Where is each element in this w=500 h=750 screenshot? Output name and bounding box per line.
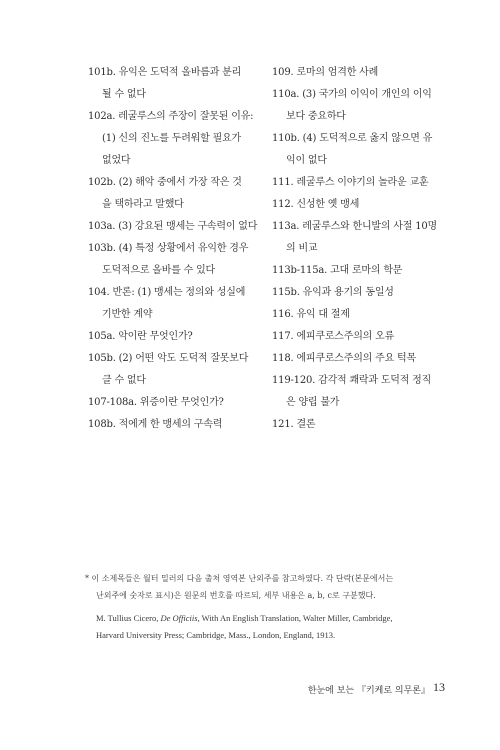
toc-entry: 은 양립 불가 — [286, 397, 340, 408]
footnote-reference-line: Harvard University Press; Cambridge, Mass., London, England, 1913. — [96, 630, 336, 640]
toc-entry: 119-120. 감각적 쾌락과 도덕적 정직 — [272, 375, 432, 386]
toc-entry: 103a. (3) 강요된 맹세는 구속력이 없다 — [88, 221, 258, 232]
toc-entry: 102b. (2) 해악 중에서 가장 작은 것 — [88, 177, 242, 188]
toc-entry: 105a. 악이란 무엇인가? — [88, 331, 193, 342]
reference-title: De Officiis — [160, 613, 198, 623]
reference-details: , With An English Translation, Walter Miller, Cambridge, — [197, 613, 393, 623]
toc-entry: 113a. 레굴루스와 한니발의 사절 10명 — [272, 221, 437, 232]
toc-entry: 도덕적으로 올바를 수 있다 — [102, 265, 215, 276]
toc-entry: 클 수 없다 — [102, 375, 146, 386]
running-head: 한눈에 보는 『키케로 의무론』 — [307, 686, 430, 696]
footnote — [85, 570, 445, 644]
toc-entry: 121. 결론 — [272, 419, 316, 430]
toc-entry: 118. 에피쿠로스주의의 주요 턱목 — [272, 353, 416, 364]
toc-entry: 110b. (4) 도덕적으로 옳지 않으면 유 — [272, 133, 433, 144]
toc-entry: 116. 유익 대 절제 — [272, 309, 350, 320]
footnote-reference — [85, 610, 445, 627]
toc-entry: 을 택하라고 말했다 — [102, 199, 184, 210]
toc-entry: 112. 신성한 옛 맹세 — [272, 199, 360, 210]
footnote-line: * 이 소제목들은 월터 밀러의 다음 출처 영역본 난외주를 참고하였다. 각 단락(본문에서는 — [85, 574, 394, 583]
toc-entry: 115b. 유익과 용기의 동일성 — [272, 287, 394, 298]
toc-entry: 107-108a. 위증이란 무엇인가? — [88, 397, 224, 408]
page-number: 13 — [433, 680, 445, 694]
toc-entry: 108b. 적에게 한 맹세의 구속력 — [88, 419, 223, 430]
toc-entry: 101b. 유익은 도덕적 올바름과 분리 — [88, 67, 242, 78]
toc-entry: 109. 로마의 엄격한 사례 — [272, 67, 379, 78]
toc-entry: (1) 신의 진노를 두려워할 필요가 — [102, 133, 241, 144]
toc-entry: 될 수 없다 — [102, 89, 146, 100]
toc-column-right — [272, 62, 452, 436]
toc-column-left — [88, 62, 264, 436]
toc-entry: 105b. (2) 어떤 악도 도덕적 잘못보다 — [88, 353, 249, 364]
toc-entry: 없었다 — [102, 155, 131, 166]
toc-entry: 103b. (4) 특정 상황에서 유익한 경우 — [88, 243, 249, 254]
toc-entry: 의 비교 — [286, 243, 318, 254]
toc-entry: 기반한 계약 — [102, 309, 153, 320]
toc-entry: 104. 반론: (1) 맹세는 정의와 성실에 — [88, 287, 246, 298]
toc-entry: 보다 중요하다 — [286, 111, 346, 122]
footnote-line: 난외주에 숫자로 표시)은 원문의 번호를 따르되, 세부 내용은 a, b, c로 구분했다. — [96, 591, 376, 600]
toc-entry: 익이 없다 — [286, 155, 327, 166]
toc-entry: 111. 레굴루스 이야기의 놀라운 교훈 — [272, 177, 429, 188]
toc-entry: 110a. (3) 국가의 이익이 개인의 이익 — [272, 89, 432, 100]
toc-entry: 117. 에피쿠로스주의의 오류 — [272, 331, 395, 342]
toc-entry: 113b-115a. 고대 로마의 학문 — [272, 265, 403, 276]
reference-author: M. Tullius Cicero, — [96, 613, 161, 623]
toc-entry: 102a. 레굴루스의 주장이 잘못된 이유: — [88, 111, 254, 122]
